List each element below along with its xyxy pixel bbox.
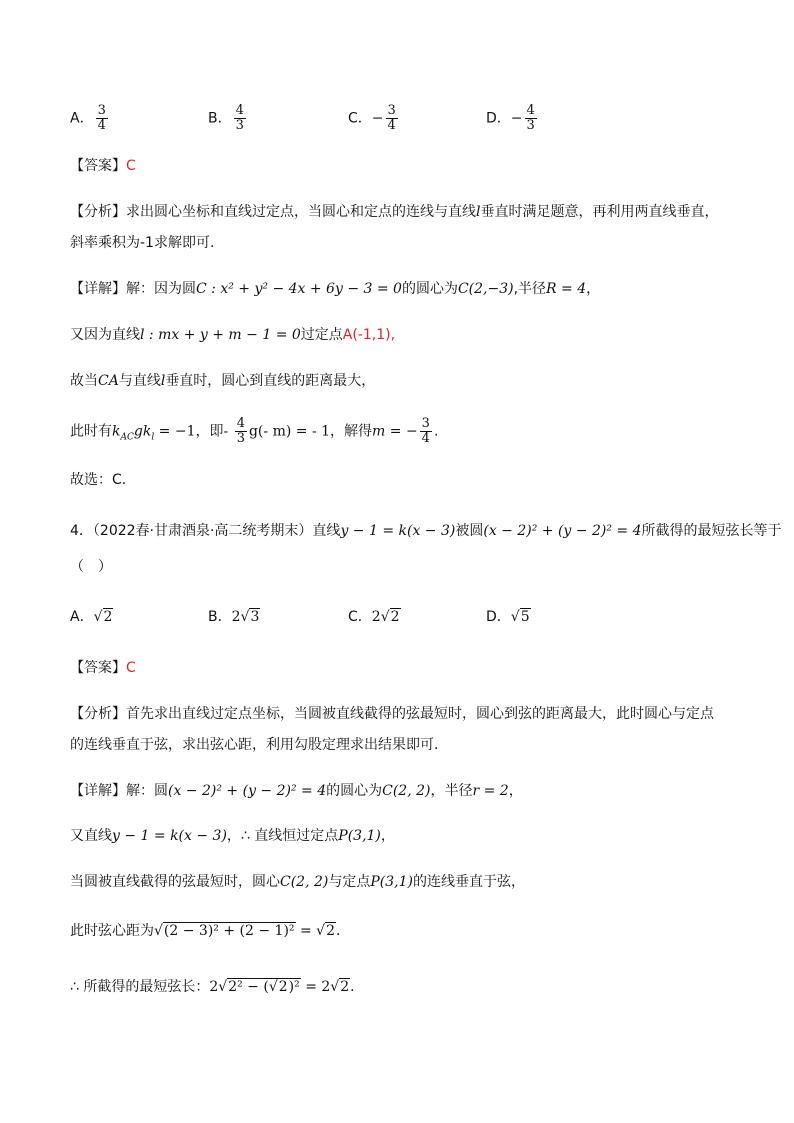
option-letter: B． <box>208 110 232 127</box>
fixed-point: P(3,1) <box>338 828 381 844</box>
q3-option-d <box>486 104 539 133</box>
detail-text: 的连线垂直于弦， <box>412 874 525 890</box>
equation-part: = 2 <box>300 979 331 995</box>
math-l: l <box>160 373 166 389</box>
equation-part: m = − <box>372 423 418 440</box>
q3-option-a <box>70 104 110 133</box>
detail-text: 的圆心为 <box>326 783 383 799</box>
fraction: $\frac{3}{4}$ <box>97 103 106 133</box>
q4-detail-line1 <box>70 781 523 801</box>
circle-equation: C : x² + y² − 4x + 6y − 3 = 0 <box>196 281 402 297</box>
detail-text: 此时弦心距为 <box>70 923 154 939</box>
q3-detail-line4 <box>70 417 438 447</box>
detail-text: 解：因为圆 <box>126 281 196 297</box>
detail-text: ∴ 所截得的最短弦长： <box>70 979 210 995</box>
q4-answer <box>70 658 136 678</box>
q3-answer <box>70 156 136 176</box>
answer-tag: 【答案】 <box>70 158 126 174</box>
detail-text: ， <box>380 828 395 844</box>
analysis-text: 垂直时满足题意，再利用两直线垂直， <box>480 204 719 220</box>
q4-option-b <box>208 607 260 627</box>
q3-detail-line2 <box>70 325 395 345</box>
analysis-tag: 【分析】 <box>70 706 126 722</box>
detail-tag: 【详解】 <box>70 783 126 799</box>
detail-text: ,半径 <box>513 281 547 297</box>
q4-stem-paren: （ ） <box>70 559 112 575</box>
circle-equation: (x − 2)² + (y − 2)² = 4 <box>168 783 327 799</box>
sqrt-expression: 2√2² − (√2)² <box>209 979 300 995</box>
fixed-point: A(-1,1), <box>342 327 396 343</box>
detail-text: 解：圆 <box>126 783 168 799</box>
q4-option-c <box>348 607 401 627</box>
analysis-tag: 【分析】 <box>70 204 126 220</box>
radius: R = 4 <box>546 281 587 297</box>
detail-text: ． <box>350 979 365 995</box>
option-letter: C． <box>348 110 372 127</box>
sqrt-expression: 2√2 <box>371 609 400 625</box>
line-equation: l : mx + y + m − 1 = 0 <box>140 327 301 343</box>
sqrt-expression: √2 <box>316 923 335 939</box>
q4-analysis-line2: 的连线垂直于弦，求出弦心距，利用勾股定理求出结果即可． <box>70 737 448 753</box>
q3-detail-line1 <box>70 279 600 299</box>
equation-part: g(- m) = - 1 <box>248 423 331 440</box>
q4-detail-line4 <box>70 921 350 941</box>
math-l: l <box>476 204 481 220</box>
equation-part: = −1 <box>154 423 196 440</box>
detail-text: 垂直时，圆心到直线的距离最大， <box>165 373 376 389</box>
detail-text: ． <box>336 923 350 939</box>
q4-option-a <box>70 607 113 627</box>
detail-text: ，∴ 直线恒过定点 <box>226 828 339 844</box>
stem-text: 所截得的最短弦长等于 <box>641 523 782 539</box>
detail-tag: 【详解】 <box>70 281 126 297</box>
option-letter: B． <box>208 609 232 625</box>
sqrt-expression: √2 <box>330 979 350 995</box>
equation-part: = <box>295 923 317 939</box>
fraction: $\frac{3}{4}$ <box>421 416 430 446</box>
detail-text: 故当 <box>70 373 98 389</box>
stem-text: 被圆 <box>455 523 484 539</box>
option-letter: D． <box>486 609 511 625</box>
sqrt-expression: 2√3 <box>231 609 260 625</box>
detail-text: ，半径 <box>430 783 473 799</box>
detail-text: 当圆被直线截得的弦最短时，圆心 <box>70 874 280 890</box>
detail-text: 此时有 <box>70 423 112 440</box>
detail-text: ，解得 <box>330 423 373 440</box>
circle-center: C(2, 2) <box>382 783 431 799</box>
detail-text: 又因为直线 <box>70 327 140 343</box>
fraction: $\frac{4}{3}$ <box>236 416 245 446</box>
detail-text: . <box>433 423 439 440</box>
subscript: AC <box>120 432 134 443</box>
detail-text: 与直线 <box>118 373 161 389</box>
option-letter: A． <box>70 609 94 625</box>
detail-text: 与定点 <box>328 874 371 890</box>
fraction: $\frac{3}{4}$ <box>387 103 396 133</box>
circle-center: C(2,−3) <box>457 281 514 297</box>
answer-tag: 【答案】 <box>70 660 126 676</box>
fraction: $\frac{4}{3}$ <box>526 103 535 133</box>
radius: r = 2 <box>472 783 509 799</box>
sqrt-expression: √5 <box>510 609 530 625</box>
option-letter: A． <box>70 110 94 127</box>
sqrt-expression: √2 <box>93 609 113 625</box>
q3-analysis-line1 <box>70 202 718 222</box>
equation-part: - <box>223 423 233 440</box>
q3-choose: 故选：C. <box>70 472 127 488</box>
q3-detail-line3 <box>70 371 375 391</box>
q4-detail-line2 <box>70 826 395 846</box>
line-equation: y − 1 = k(x − 3) <box>112 828 227 844</box>
slope-k: gk <box>133 423 152 440</box>
q3-analysis-line2: 斜率乘积为-1求解即可. <box>70 235 215 251</box>
q4-stem-line1 <box>70 521 781 541</box>
detail-text: ， <box>586 281 601 297</box>
q4-analysis-line1 <box>70 704 714 724</box>
detail-text: 的圆心为 <box>401 281 458 297</box>
detail-text: ， <box>508 783 523 799</box>
minus-sign: − <box>371 110 384 127</box>
detail-text: ，即 <box>195 423 224 440</box>
option-letter: C． <box>348 609 372 625</box>
analysis-text: 首先求出直线过定点坐标，当圆被直线截得的弦最短时，圆心到弦的距离最大，此时圆心与定点 <box>126 706 714 722</box>
circle-center: C(2, 2) <box>280 874 329 890</box>
q4-option-d <box>486 607 531 627</box>
q4-detail-line5 <box>70 977 364 997</box>
fraction: $\frac{4}{3}$ <box>235 103 244 133</box>
fixed-point: P(3,1) <box>370 874 413 890</box>
q4-detail-line3 <box>70 872 525 892</box>
detail-text: 又直线 <box>70 828 112 844</box>
detail-text: 过定点 <box>300 327 343 343</box>
circle-equation: (x − 2)² + (y − 2)² = 4 <box>483 523 642 539</box>
q3-option-b <box>208 104 248 133</box>
answer-value: C <box>126 158 136 174</box>
segment-ca: CA <box>98 373 119 389</box>
option-letter: D． <box>486 110 511 127</box>
answer-value: C <box>126 660 136 676</box>
line-equation: y − 1 = k(x − 3) <box>340 523 456 539</box>
sqrt-expression: √(2 − 3)² + (2 − 1)² <box>154 923 295 939</box>
stem-text: 4．（2022春·甘肃酒泉·高二统考期末）直线 <box>70 523 341 539</box>
slope-k: k <box>112 423 121 440</box>
analysis-text: 求出圆心坐标和直线过定点，当圆心和定点的连线与直线 <box>126 204 476 220</box>
q3-option-c <box>348 104 400 133</box>
subscript: l <box>151 432 155 443</box>
minus-sign: − <box>510 110 523 127</box>
